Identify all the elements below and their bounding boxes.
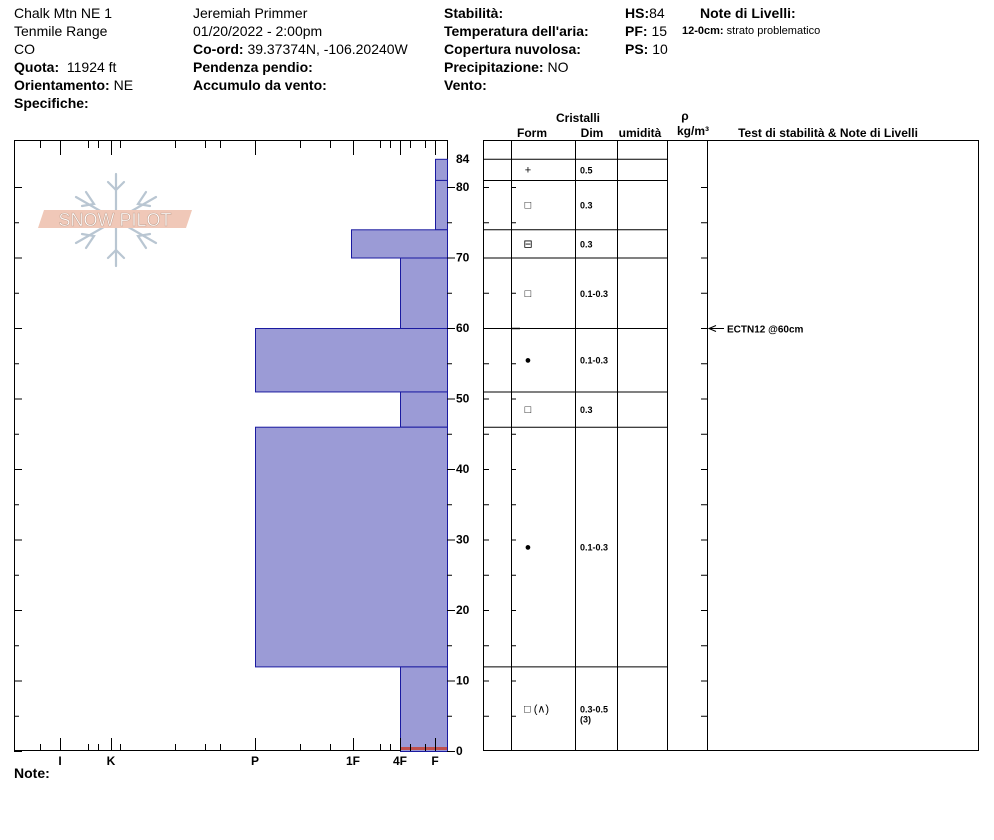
coord-label: Co-ord: [193,41,244,57]
observer-name: Jeremiah Primmer [193,5,308,21]
hardness-label-F: F [431,754,439,768]
crystal-size-extra-7: (3) [580,714,591,725]
size-header: Dim [580,126,604,140]
hardness-bar-7 [401,667,448,752]
hardness-label-4F: 4F [392,754,408,768]
observation-datetime: 01/20/2022 - 2:00pm [193,23,323,39]
stability-label: Stabilità: [444,5,504,21]
depth-label-10: 10 [456,673,470,688]
crystal-form-6: ● [524,541,532,554]
wind-label: Vento: [444,77,487,93]
depth-label-20: 20 [456,603,470,617]
ps-value: 10 [652,41,668,57]
crystal-form-7: □ (∧) [524,703,550,716]
crystal-size-3: 0.1-0.3 [580,288,609,299]
footer-note-label: Note: [14,765,50,781]
crystal-size-0: 0.5 [580,165,593,176]
depth-label-80: 80 [456,180,470,194]
stability-tests [511,325,804,336]
crystal-form-3: □ [524,287,532,300]
elevation-value: 11924 ft [66,59,117,75]
crystal-form-5: □ [524,404,532,417]
rho-header: ρ [681,109,689,123]
aspect-value: NE [113,77,134,93]
pf-value: 15 [651,23,668,39]
coord-value: 39.37374N, -106.20240W [247,41,408,57]
hardness-bar-0 [436,159,448,180]
depth-label-50: 50 [456,391,470,406]
depth-label-30: 30 [456,532,470,547]
layer-note-text: strato problematico [726,25,821,37]
crystal-table-frame [484,141,979,751]
depth-label-60: 60 [456,321,470,335]
test-label-0: ECTN12 @60cm [727,324,804,336]
hardness-label-I: I [58,754,62,768]
crystal-form-2: ⊟ [523,238,533,251]
hardness-label-K: K [106,754,116,768]
mountain-range: Tenmile Range [14,23,108,39]
crystal-size-1: 0.3 [580,200,593,211]
logo-text: SNOW PILOT [58,210,172,230]
depth-label-84: 84 [456,151,470,166]
hardness-bar-5 [401,392,448,427]
location-name: Chalk Mtn NE 1 [14,5,113,21]
density-unit-header: kg/m³ [676,124,710,138]
crystals-header: Cristalli [555,111,601,125]
precip-label: Precipitazione: [444,59,544,75]
hardness-label-1F: 1F [345,754,361,768]
state: CO [14,41,35,57]
pf-label: PF: [625,23,648,39]
hardness-bar-3 [401,258,448,329]
crystal-form-0: + [524,164,532,177]
aspect-label: Orientamento: [14,77,110,93]
hardness-bar-1 [436,180,448,229]
hardness-label-P: P [250,754,260,768]
depth-label-70: 70 [456,250,470,265]
table-depth-ticks [484,188,707,717]
hardness-layers [256,159,448,751]
layer-note-range: 12-0cm: [682,25,724,37]
crystal-size-7: 0.3-0.5 [580,704,609,715]
layer-notes-label: Note di Livelli: [700,5,796,21]
hardness-bar-2 [352,230,448,258]
moisture-header: umidità [618,126,662,140]
depth-label-0: 0 [456,744,463,758]
wind-loading-label: Accumulo da vento: [193,77,327,93]
elevation-label: Quota: [14,59,60,75]
crystal-form-1: □ [524,199,532,212]
hs-value: 84 [649,5,665,21]
hs-label: HS: [625,5,650,21]
ps-label: PS: [625,41,649,57]
depth-label-40: 40 [456,462,470,476]
form-header: Form [517,126,547,140]
crystal-size-4: 0.1-0.3 [580,355,609,366]
crystal-size-5: 0.3 [580,405,593,416]
hardness-bar-4 [256,329,448,392]
precip-value: NO [547,59,569,75]
air-temp-label: Temperatura dell'aria: [444,23,589,39]
basal-layer-marker [400,747,447,750]
specifics-label: Specifiche: [14,95,89,111]
hardness-bar-6 [256,427,448,667]
crystal-size-6: 0.1-0.3 [580,542,609,553]
crystal-form-4: ● [524,354,532,367]
cloud-label: Copertura nuvolosa: [444,41,581,57]
slope-label: Pendenza pendio: [193,59,313,75]
tests-header: Test di stabilità & Note di Livelli [738,126,918,140]
crystal-size-2: 0.3 [580,239,593,250]
